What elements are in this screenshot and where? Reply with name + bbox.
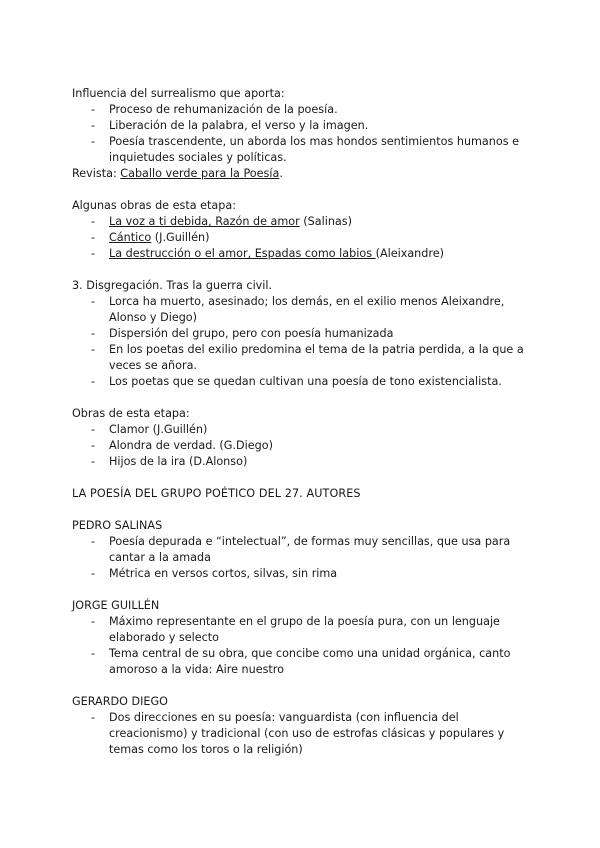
disgregation-heading: 3. Disgregación. Tras la guerra civil.	[72, 279, 273, 292]
list-item: - Lorca ha muerto, asesinado; los demás, en el exilio menos Aleixandre, Alonso y Diego)	[72, 294, 532, 326]
works-final-list	[72, 422, 532, 470]
document-page	[72, 86, 532, 774]
list-item: - Clamor (J.Guillén)	[72, 422, 532, 438]
work-title: Cántico	[109, 231, 152, 244]
work-author: (Salinas)	[299, 215, 352, 228]
list-item: - Dispersión del grupo, pero con poesía humanizada	[72, 326, 532, 342]
list-item	[72, 230, 532, 246]
list-item: - Poesía trascendente, un aborda los mas hondos sentimientos humanos e inquietudes sociales y políticas.	[72, 134, 532, 166]
works-stage-section	[72, 198, 532, 262]
list-item: - En los poetas del exilio predomina el tema de la patria perdida, a la que a veces se añora.	[72, 342, 532, 374]
author-name: PEDRO SALINAS	[72, 519, 163, 532]
list-item: - Liberación de la palabra, el verso y la imagen.	[72, 118, 532, 134]
work-author: (Aleixandre)	[375, 247, 444, 260]
surrealism-list	[72, 102, 532, 166]
author-section-diego	[72, 694, 532, 758]
magazine-line: Revista: Caballo verde para la Poesía.	[72, 167, 283, 180]
list-item: - Máximo representante en el grupo de la poesía pura, con un lenguaje elaborado y selecto	[72, 614, 532, 646]
disgregation-list	[72, 294, 532, 390]
works-stage-heading: Algunas obras de esta etapa:	[72, 199, 236, 212]
list-item: - Hijos de la ira (D.Alonso)	[72, 454, 532, 470]
authors-title-section	[72, 486, 532, 502]
list-item	[72, 246, 532, 262]
author-name: GERARDO DIEGO	[72, 695, 168, 708]
works-final-section	[72, 406, 532, 470]
work-title: La voz a ti debida, Razón de amor	[109, 215, 300, 228]
works-stage-list	[72, 214, 532, 262]
list-item: - Proceso de rehumanización de la poesía.	[72, 102, 532, 118]
work-title: La destrucción o el amor, Espadas como labios	[109, 247, 376, 260]
author-section-salinas	[72, 518, 532, 582]
list-item: - Tema central de su obra, que concibe como una unidad orgánica, canto amoroso a la vida: Aire nuestro	[72, 646, 532, 678]
list-item: - Métrica en versos cortos, silvas, sin rima	[72, 566, 532, 582]
page-title: LA POESÍA DEL GRUPO POÉTICO DEL 27. AUTORES	[72, 487, 361, 500]
surrealism-section	[72, 86, 532, 182]
list-item	[72, 214, 532, 230]
author-list	[72, 614, 532, 678]
author-section-guillen	[72, 598, 532, 678]
disgregation-section	[72, 278, 532, 390]
work-author: (J.Guillén)	[151, 231, 210, 244]
author-name: JORGE GUILLÉN	[72, 599, 160, 612]
list-item: - Poesía depurada e “intelectual”, de formas muy sencillas, que usa para cantar a la amada	[72, 534, 532, 566]
list-item: - Alondra de verdad. (G.Diego)	[72, 438, 532, 454]
author-list	[72, 534, 532, 582]
magazine-label: Revista:	[72, 167, 121, 180]
list-item: - Dos direcciones en su poesía: vanguardista (con influencia del creacionismo) y tradicional (con uso de estrofas clásicas y populares y temas como los toros o la religión)	[72, 710, 532, 758]
magazine-title: Caballo verde para la Poesía	[120, 167, 280, 180]
author-list	[72, 710, 532, 758]
works-final-heading: Obras de esta etapa:	[72, 407, 190, 420]
surrealism-heading: Influencia del surrealismo que aporta:	[72, 87, 285, 100]
list-item: - Los poetas que se quedan cultivan una poesía de tono existencialista.	[72, 374, 532, 390]
